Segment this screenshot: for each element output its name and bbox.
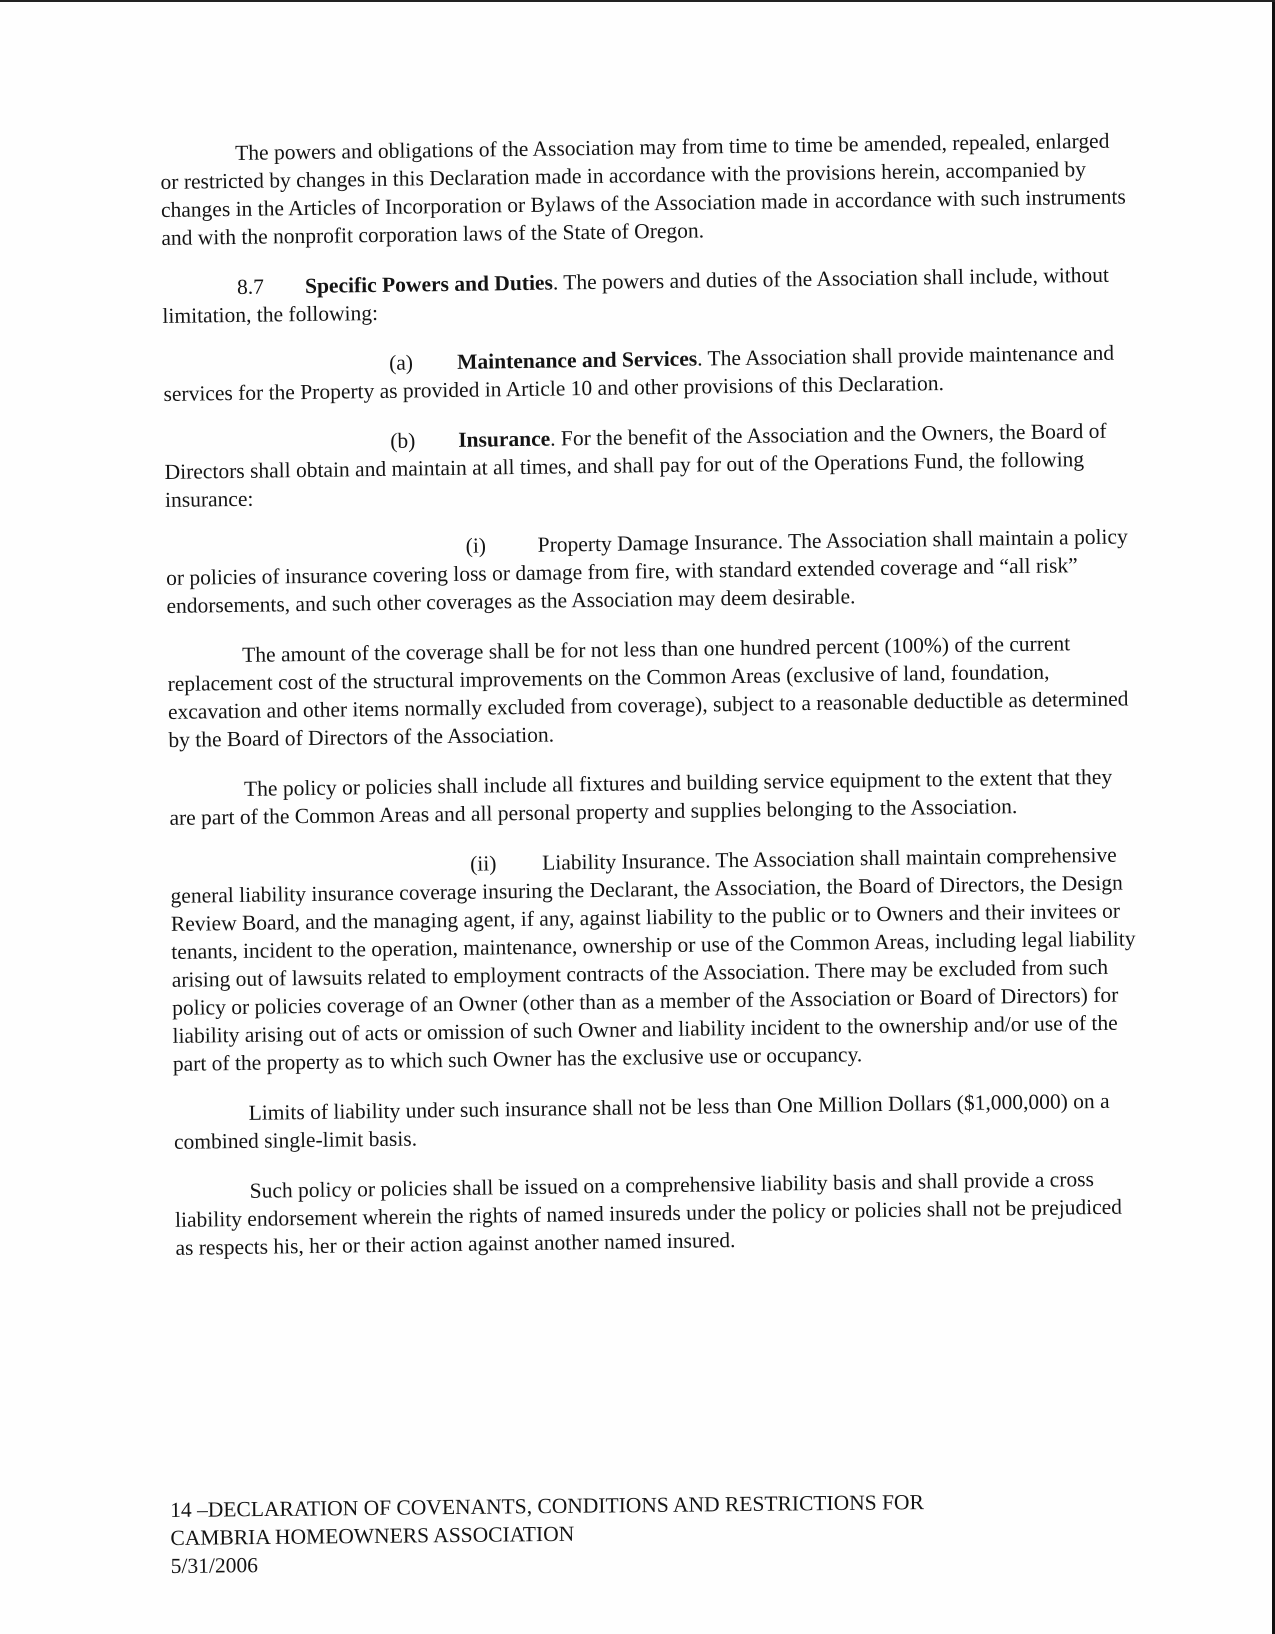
item-i xyxy=(166,522,1137,620)
section-8-7 xyxy=(162,260,1133,330)
item-b-heading: Insurance xyxy=(458,426,551,452)
item-ii-number: (ii) xyxy=(469,851,497,876)
item-b-number: (b) xyxy=(390,428,416,453)
item-ii-text: Liability Insurance. The Association shall maintain comprehensive general liability insurance coverage insuring the Declarant, the Association, the Board of Directors, the Design Review Board, and the managing agent, if any, against liability to the public or to Owners and their invitees or tenants, incident to the operation, maintenance, ownership or use of the Common Areas, including legal liability arising out of lawsuits related to employment contracts of the Association. There may be excluded from such policy or policies coverage of an Owner (other than as a member of the Association or Board of Directors) for liability arising out of acts or omission of such Owner and liability incident to the ownership and/or use of the part of the property as to which such Owner has the exclusive use or occupancy. xyxy=(170,842,1136,1076)
item-a-heading: Maintenance and Services xyxy=(456,346,698,374)
cross-liability-paragraph: Such policy or policies shall be issued on a comprehensive liability basis and shall provide a cross liability endorsement wherein the rights of named insureds under the policy or policies shall not be prejudiced as respects his, her or their action against another named insured. xyxy=(174,1167,1123,1260)
footer-title-line2: CAMBRIA HOMEOWNERS ASSOCIATION xyxy=(170,1521,575,1550)
item-a xyxy=(163,338,1134,408)
section-number: 8.7 xyxy=(236,274,265,299)
footer-date: 5/31/2006 xyxy=(170,1553,259,1578)
section-text: . The powers and duties of the Association shall include, without limitation, the following: xyxy=(162,262,1110,328)
document-body xyxy=(160,126,1146,1283)
coverage-amount-paragraph: The amount of the coverage shall be for not less than one hundred percent (100%) of the current replacement cost of the structural improvements on the Common Areas (exclusive of land, foundation, excavation and other items normally excluded from coverage), subject to a reasonable deductible as determined by the Board of Directors of the Association. xyxy=(167,631,1129,752)
limits-paragraph: Limits of liability under such insurance shall not be less than One Million Dollars ($1,000,000) on a combined single-limit basis. xyxy=(173,1088,1110,1154)
item-i-number: (i) xyxy=(465,533,487,558)
intro-paragraph: The powers and obligations of the Association may from time to time be amended, repealed, enlarged or restricted by changes in this Declaration made in accordance with the provisions herein, accompanied by changes in the Articles of Incorporation or Bylaws of the Association made in accordance with such instruments and with the nonprofit corporation laws of the State of Oregon. xyxy=(160,128,1126,250)
item-ii xyxy=(170,840,1143,1078)
footer-title-line1: 14 –DECLARATION OF COVENANTS, CONDITIONS AND RESTRICTIONS FOR xyxy=(170,1490,924,1522)
item-a-text: . The Association shall provide maintenance and services for the Property as provided in Article 10 and other provisions of this Declaration. xyxy=(163,340,1115,406)
item-i-text: Property Damage Insurance. The Association shall maintain a policy or policies of insurance covering loss or damage from fire, with standard extended coverage and “all risk” endorsements, and such other coverages as the Association may deem desirable. xyxy=(165,524,1128,618)
section-heading: Specific Powers and Duties xyxy=(304,270,554,298)
item-b xyxy=(164,416,1135,514)
page-footer xyxy=(170,1486,1131,1580)
item-b-text: . For the benefit of the Association and the Owners, the Board of Directors shall obtain and maintain at all times, and shall pay for out of the Operations Fund, the following insurance: xyxy=(164,418,1107,512)
item-a-number: (a) xyxy=(388,350,414,375)
fixtures-paragraph: The policy or policies shall include all fixtures and building service equipment to the extent that they are part of the Common Areas and all personal property and supplies belonging to the Association. xyxy=(169,764,1113,830)
